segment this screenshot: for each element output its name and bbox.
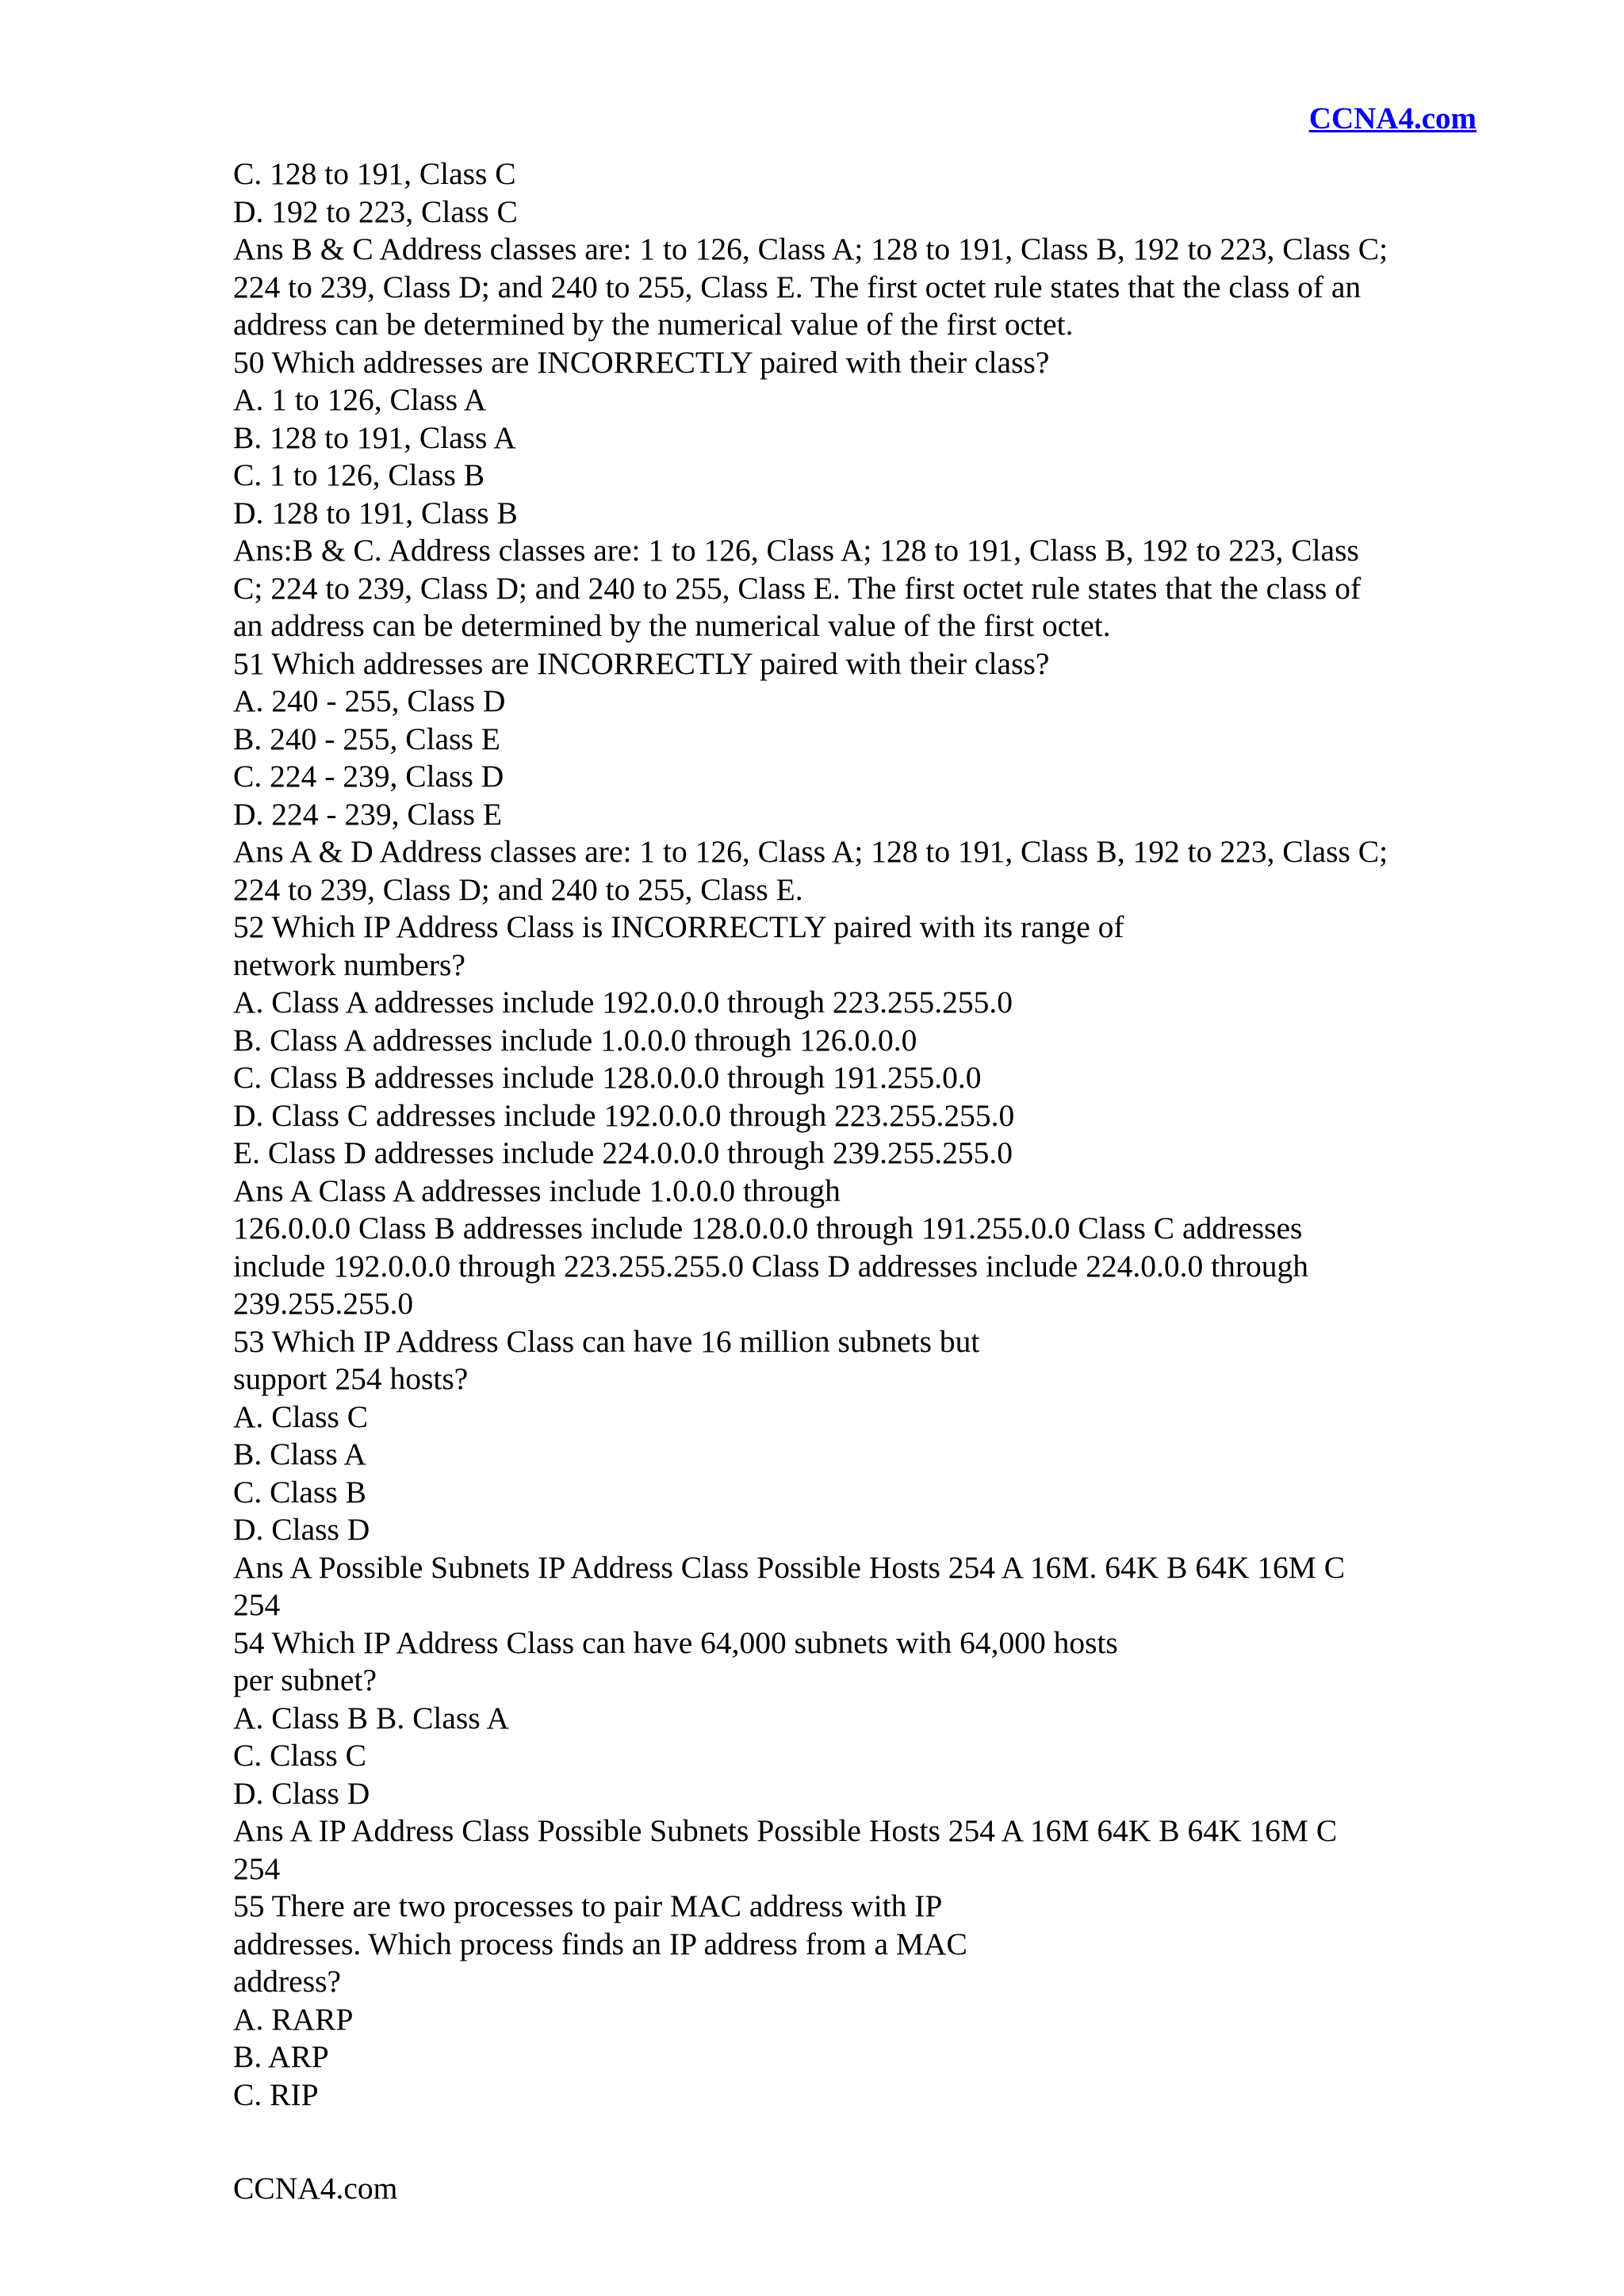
header-site-link[interactable]: CCNA4.com (1308, 101, 1477, 136)
question-52: 52 Which IP Address Class is INCORRECTLY paired with its range of (233, 909, 1124, 944)
answer-option: D. Class C addresses include 192.0.0.0 through 223.255.255.0 (233, 1097, 1015, 1133)
answer-option: C. RIP (233, 2076, 319, 2112)
answer-explanation: 254 (233, 1850, 281, 1886)
answer-option: A. 1 to 126, Class A (233, 382, 487, 417)
answer-option: A. Class C (233, 1399, 369, 1434)
answer-option: D. 128 to 191, Class B (233, 495, 518, 530)
answer-option: E. Class D addresses include 224.0.0.0 through 239.255.255.0 (233, 1135, 1013, 1170)
answer-option: A. RARP (233, 2001, 354, 2037)
answer-option: A. Class A addresses include 192.0.0.0 through 223.255.255.0 (233, 985, 1013, 1020)
question-55-cont: address? (233, 1964, 341, 1999)
answer-option: A. 240 - 255, Class D (233, 683, 506, 718)
answer-explanation: C; 224 to 239, Class D; and 240 to 255, Class E. The first octet rule states that the class of (233, 570, 1362, 606)
document-body (233, 155, 1486, 2114)
answer-option: B. Class A addresses include 1.0.0.0 through 126.0.0.0 (233, 1022, 917, 1058)
question-51: 51 Which addresses are INCORRECTLY paired with their class? (233, 645, 1050, 681)
answer-explanation: 126.0.0.0 Class B addresses include 128.0.0.0 through 191.255.0.0 Class C addresses (233, 1211, 1303, 1246)
answer-option: B. Class A (233, 1437, 366, 1471)
answer-option: B. ARP (233, 2039, 329, 2074)
answer-option: D. Class D (233, 1512, 370, 1547)
question-50: 50 Which addresses are INCORRECTLY paired with their class? (233, 344, 1050, 380)
question-55: 55 There are two processes to pair MAC address with IP (233, 1888, 943, 1923)
text-line: C. 128 to 191, Class C (233, 156, 516, 191)
answer-explanation: Ans:B & C. Address classes are: 1 to 126, Class A; 128 to 191, Class B, 192 to 223, Class (233, 533, 1359, 568)
text-line: Ans B & C Address classes are: 1 to 126, Class A; 128 to 191, Class B, 192 to 223, Class C; (233, 232, 1388, 266)
answer-option: D. 224 - 239, Class E (233, 796, 503, 832)
answer-explanation: Ans A Possible Subnets IP Address Class Possible Hosts 254 A 16M. 64K B 64K 16M C (233, 1549, 1346, 1585)
answer-explanation: an address can be determined by the numerical value of the first octet. (233, 608, 1111, 643)
answer-explanation: 224 to 239, Class D; and 240 to 255, Class E. (233, 871, 803, 907)
question-53: 53 Which IP Address Class can have 16 million subnets but (233, 1323, 980, 1359)
footer-text: CCNA4.com (233, 2171, 398, 2206)
answer-option: C. Class B addresses include 128.0.0.0 through 191.255.0.0 (233, 1060, 982, 1095)
answer-explanation: include 192.0.0.0 through 223.255.255.0 Class D addresses include 224.0.0.0 through (233, 1248, 1309, 1284)
answer-explanation: Ans A & D Address classes are: 1 to 126, Class A; 128 to 191, Class B, 192 to 223, Class C; (233, 834, 1388, 869)
answer-explanation: Ans A IP Address Class Possible Subnets Possible Hosts 254 A 16M 64K B 64K 16M C (233, 1813, 1338, 1848)
question-54-cont: per subnet? (233, 1663, 377, 1697)
answer-option: C. Class B (233, 1474, 366, 1510)
answer-option: D. Class D (233, 1775, 370, 1811)
answer-option: B. 240 - 255, Class E (233, 721, 500, 756)
text-line: address can be determined by the numerical value of the first octet. (233, 307, 1074, 342)
answer-option: A. Class B B. Class A (233, 1700, 509, 1735)
question-54: 54 Which IP Address Class can have 64,000 subnets with 64,000 hosts (233, 1624, 1118, 1660)
answer-option: C. 1 to 126, Class B (233, 457, 485, 492)
answer-explanation: 254 (233, 1587, 281, 1622)
question-53-cont: support 254 hosts? (233, 1361, 469, 1396)
answer-explanation: Ans A Class A addresses include 1.0.0.0 through (233, 1173, 841, 1208)
answer-option: C. 224 - 239, Class D (233, 759, 504, 794)
answer-option: C. Class C (233, 1738, 366, 1773)
answer-explanation: 239.255.255.0 (233, 1286, 414, 1321)
question-55-cont: addresses. Which process finds an IP address from a MAC (233, 1926, 967, 1961)
question-52-cont: network numbers? (233, 947, 465, 982)
text-line: D. 192 to 223, Class C (233, 193, 518, 229)
text-line: 224 to 239, Class D; and 240 to 255, Class E. The first octet rule states that the class of an (233, 269, 1362, 304)
answer-option: B. 128 to 191, Class A (233, 419, 516, 455)
